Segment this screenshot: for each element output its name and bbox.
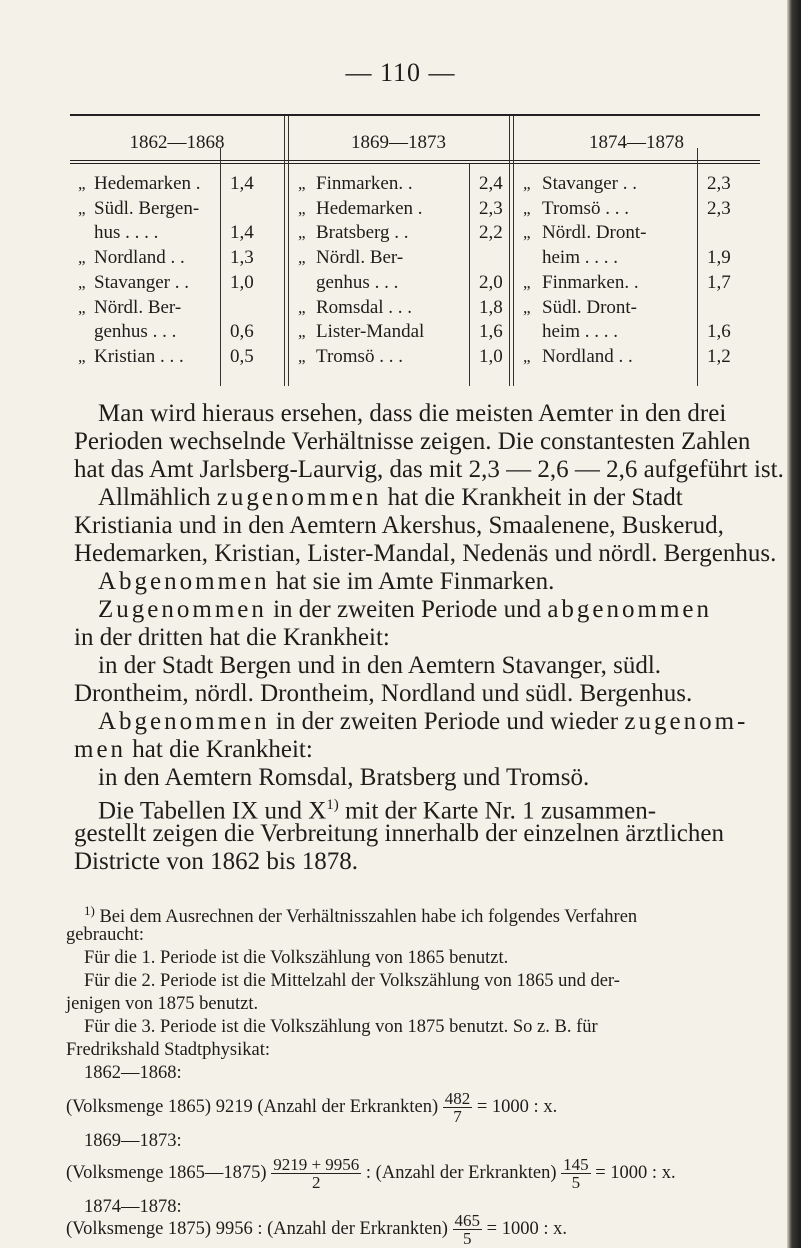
page-binding-edge [787, 0, 801, 1248]
ratio-value: 1,8 [479, 296, 503, 318]
body-line: Drontheim, nördl. Drontheim, Nordland und südl. Bergenhus. [74, 680, 693, 707]
footnote-line: Für die 2. Periode ist die Mittelzahl der Volkszählung von 1865 und der- [84, 971, 620, 991]
fraction: $\frac{465}{5}$ [454, 1211, 481, 1248]
footnote-ref: 1) [326, 797, 339, 813]
group-divider [513, 116, 514, 386]
group-divider [509, 116, 510, 386]
ditto-mark: „ [523, 272, 531, 292]
fraction: $\frac{482}{7}$ [444, 1089, 471, 1127]
ditto-mark: „ [523, 346, 531, 366]
ditto-mark: „ [298, 322, 306, 342]
body-line: in der Stadt Bergen und in den Aemtern Stavanger, südl. [98, 652, 662, 679]
district-name: Tromsö . . . [542, 197, 629, 219]
ditto-mark: „ [78, 272, 86, 292]
district-name: Nordland . . [94, 247, 185, 269]
district-name: genhus . . . [316, 271, 399, 293]
table-header-rule [70, 160, 760, 161]
ratio-value: 1,0 [479, 345, 503, 367]
district-name: Stavanger . . [94, 271, 189, 293]
value-divider [697, 148, 698, 386]
district-name: Tromsö . . . [316, 345, 403, 367]
body-line: gestellt zeigen die Verbreitung innerhalb der einzelnen ärztlichen [74, 820, 724, 847]
body-line: Kristiania und in den Aemtern Akershus, Smaalenene, Buskerud, [74, 512, 724, 539]
body-line: Allmählich zugenommen hat die Krankheit in der Stadt [98, 484, 683, 511]
body-line: Abgenommen hat sie im Amte Finmarken. [98, 568, 555, 595]
district-name: Lister-Mandal [316, 321, 425, 343]
district-name: Südl. Dront- [542, 296, 637, 318]
body-line: Hedemarken, Kristian, Lister-Mandal, Nedenäs und nördl. Bergenhus. [74, 540, 777, 567]
ditto-mark: „ [298, 223, 306, 243]
district-name: Nördl. Dront- [542, 222, 647, 244]
district-name: Hedemarken . [316, 197, 423, 219]
body-line: Districte von 1862 bis 1878. [74, 848, 359, 875]
equation-2: (Volksmenge 1865—1875) $\frac{9219 + 9956}{2}$ : (Anzahl der Erkrankten) $\frac{145}{5}$ = 1000 : x. [66, 1155, 676, 1193]
fraction: $\frac{145}{5}$ [563, 1155, 589, 1193]
statistics-table [70, 114, 760, 386]
ditto-mark: „ [78, 174, 86, 193]
ratio-value: 2,2 [479, 222, 503, 244]
period-label: 1874—1878: [84, 1197, 182, 1217]
district-name: Südl. Bergen- [94, 197, 200, 219]
district-name: heim . . . . [542, 321, 618, 343]
body-line: Perioden wechselnde Verhältnisse zeigen. Die constantesten Zahlen [74, 428, 751, 455]
ratio-value: 1,6 [707, 321, 731, 343]
ditto-mark: „ [523, 223, 531, 243]
district-name: Nördl. Ber- [94, 296, 182, 318]
ratio-value: 1,7 [707, 271, 731, 293]
ditto-mark: „ [78, 346, 86, 366]
district-name: Bratsberg . . [316, 222, 409, 244]
footnote-line: jenigen von 1875 benutzt. [66, 994, 259, 1014]
district-name: Romsdal . . . [316, 296, 413, 318]
header-period-3: 1874—1878 [589, 132, 684, 153]
district-name: genhus . . . [94, 321, 177, 343]
district-name: Nördl. Ber- [316, 247, 404, 269]
group-divider [288, 116, 289, 386]
ratio-value: 1,6 [479, 321, 503, 343]
body-line: Die Tabellen IX und $X^{1)}$ mit der Karte Nr. 1 zusammen- [98, 797, 657, 825]
ratio-value: 1,0 [230, 271, 254, 293]
ditto-mark: „ [523, 198, 531, 218]
district-name: Finmarken. . [316, 173, 413, 194]
value-divider [469, 164, 470, 386]
ditto-mark: „ [298, 174, 306, 193]
district-name: Finmarken. . [542, 271, 639, 293]
ratio-value: 1,4 [230, 222, 254, 244]
footnote-line: $^{1)}$ Bei dem Ausrechnen der Verhältnisszahlen habe ich folgendes Verfahren [84, 903, 638, 928]
header-period-1: 1862—1868 [129, 132, 225, 153]
page-number: — 110 — [345, 58, 456, 87]
ditto-mark: „ [78, 198, 86, 218]
body-line: men hat die Krankheit: [74, 736, 313, 763]
ditto-mark: „ [298, 346, 306, 366]
ratio-value: 2,3 [707, 173, 731, 194]
body-line: hat das Amt Jarlsberg-Laurvig, das mit 2,3 — 2,6 — 2,6 aufgeführt ist. [74, 456, 784, 483]
ditto-mark: „ [298, 198, 306, 218]
ditto-mark: „ [298, 297, 306, 317]
footnote-line: Für die 3. Periode ist die Volkszählung von 1875 benutzt. So z. B. für [84, 1017, 598, 1037]
footnote-line: gebraucht: [66, 925, 145, 945]
period-label: 1862—1868: [84, 1063, 182, 1083]
equation-1: (Volksmenge 1865) 9219 (Anzahl der Erkrankten) $\frac{482}{7}$ = 1000 : x. [66, 1089, 558, 1127]
ratio-value: 2,0 [479, 271, 503, 293]
footnote-line: Fredrikshald Stadtphysikat: [66, 1040, 270, 1060]
equation-3: (Volksmenge 1875) 9956 : (Anzahl der Erkrankten) $\frac{465}{5}$ = 1000 : x. [66, 1211, 567, 1248]
ratio-value: 0,6 [230, 321, 254, 343]
ratio-value: 1,3 [230, 247, 254, 269]
ratio-value: 1,9 [707, 247, 731, 269]
district-name: heim . . . . [542, 247, 618, 269]
district-name: Hedemarken . [94, 173, 201, 194]
ditto-mark: „ [78, 297, 86, 317]
body-line: Abgenommen in der zweiten Periode und wieder zugenom- [98, 708, 749, 735]
ditto-mark: „ [523, 297, 531, 317]
ratio-value: 1,2 [707, 345, 731, 367]
ratio-value: 2,3 [707, 197, 731, 219]
ditto-mark: „ [523, 174, 531, 193]
ditto-mark: „ [298, 248, 306, 268]
header-period-2: 1869—1873 [351, 132, 446, 153]
body-line: in den Aemtern Romsdal, Bratsberg und Tromsö. [98, 764, 590, 791]
district-name: Stavanger . . [542, 173, 637, 194]
body-line: Man wird hieraus ersehen, dass die meisten Aemter in den drei [98, 400, 727, 427]
district-name: Nordland . . [542, 345, 633, 367]
body-line: in der dritten hat die Krankheit: [74, 624, 390, 651]
fraction: $\frac{9219 + 9956}{2}$ [273, 1155, 360, 1193]
group-divider [284, 116, 285, 386]
body-line: Zugenommen in der zweiten Periode und abgenommen [98, 596, 713, 623]
district-name: Kristian . . . [94, 345, 184, 367]
district-name: hus . . . . [94, 222, 159, 244]
ratio-value: 0,5 [230, 345, 254, 367]
ratio-value: 1,4 [230, 173, 254, 194]
table-header-rule-2 [70, 163, 760, 164]
table-top-rule [70, 114, 760, 116]
ditto-mark: „ [78, 248, 86, 268]
value-divider [220, 148, 221, 386]
footnote-line: Für die 1. Periode ist die Volkszählung von 1865 benutzt. [84, 948, 509, 968]
ratio-value: 2,3 [479, 197, 503, 219]
period-label: 1869—1873: [84, 1131, 182, 1151]
ratio-value: 2,4 [479, 173, 503, 194]
